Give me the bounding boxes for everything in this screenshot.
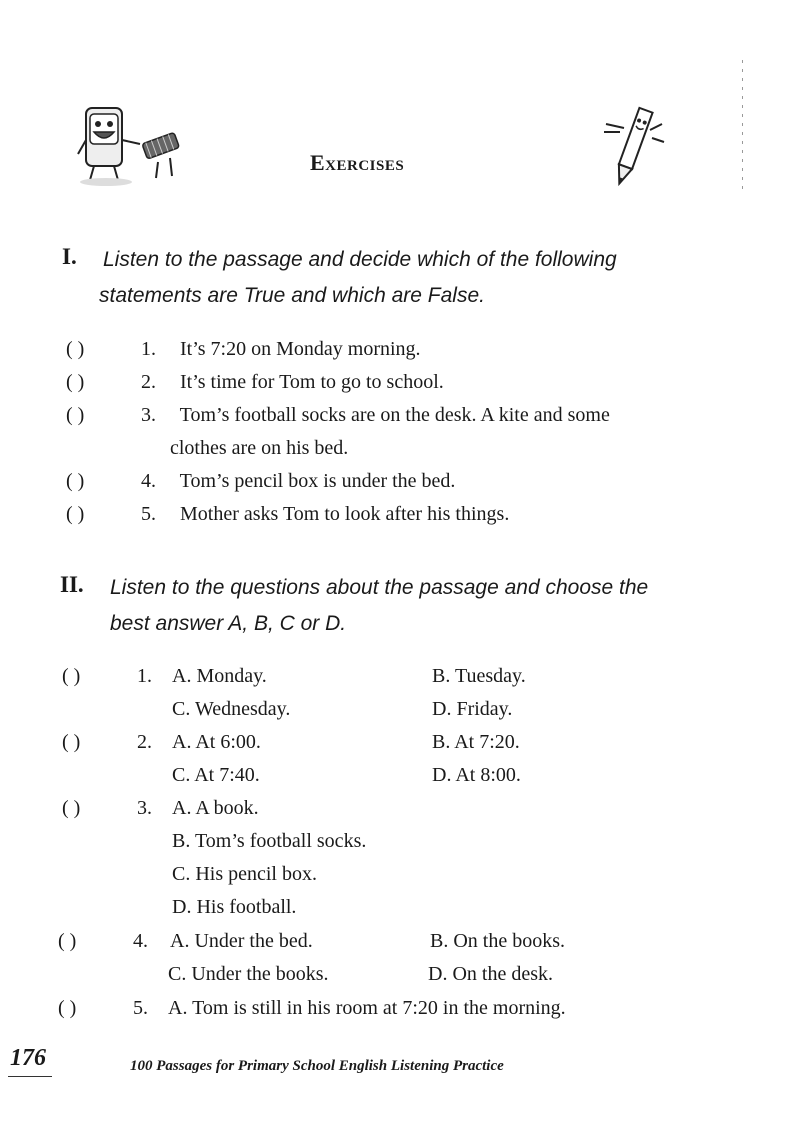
mc-question-4 xyxy=(58,930,171,953)
option-b: B. On the books. xyxy=(430,930,565,952)
answer-blank[interactable]: ( ) xyxy=(62,665,81,687)
answer-blank[interactable]: ( ) xyxy=(66,503,85,525)
answer-blank[interactable]: ( ) xyxy=(62,731,81,753)
section-1-instruction-line2: statements are True and which are False. xyxy=(99,284,485,307)
tf-item-4 xyxy=(66,470,455,493)
pencil-icon xyxy=(598,98,668,194)
tf-item-3 xyxy=(66,404,610,427)
option-a: A. At 6:00. xyxy=(172,731,261,753)
option-a: A. A book. xyxy=(172,797,259,819)
mc-question-2 xyxy=(62,731,175,754)
question-number: 1. xyxy=(137,665,152,687)
scan-edge-mark xyxy=(742,60,743,190)
mc-question-3 xyxy=(62,797,175,820)
option-c: C. At 7:40. xyxy=(172,764,260,786)
item-number: 3. xyxy=(141,404,156,426)
mc-question-5 xyxy=(58,997,171,1020)
section-1-instruction-line1: Listen to the passage and decide which of the following xyxy=(103,248,617,271)
item-number: 1. xyxy=(141,338,156,360)
option-c: C. Under the books. xyxy=(168,963,329,985)
tf-item-2 xyxy=(66,371,444,394)
section-2-instruction-line1: Listen to the questions about the passage and choose the xyxy=(110,576,649,599)
option-d: D. At 8:00. xyxy=(432,764,521,786)
item-number: 2. xyxy=(141,371,156,393)
answer-blank[interactable]: ( ) xyxy=(62,797,81,819)
section-1-number: I. xyxy=(62,244,77,269)
option-d: D. His football. xyxy=(172,896,297,918)
page-number-underline xyxy=(8,1076,52,1077)
item-text: Tom’s football socks are on the desk. A kite and some xyxy=(179,404,610,426)
option-b: B. Tom’s football socks. xyxy=(172,830,367,852)
tf-item-1 xyxy=(66,338,421,361)
tf-item-5 xyxy=(66,503,509,526)
option-a: A. Tom is still in his room at 7:20 in the morning. xyxy=(168,997,566,1019)
option-b: B. Tuesday. xyxy=(432,665,526,687)
tf-item-3-continued: clothes are on his bed. xyxy=(170,437,349,459)
question-number: 3. xyxy=(137,797,152,819)
section-2-instruction-line2: best answer A, B, C or D. xyxy=(110,612,347,635)
answer-blank[interactable]: ( ) xyxy=(66,404,85,426)
option-c: C. Wednesday. xyxy=(172,698,291,720)
item-text: Tom’s pencil box is under the bed. xyxy=(179,470,456,492)
option-b: B. At 7:20. xyxy=(432,731,520,753)
question-number: 4. xyxy=(133,930,148,952)
question-number: 5. xyxy=(133,997,148,1019)
book-title-footer: 100 Passages for Primary School English Listening Practice xyxy=(130,1058,504,1074)
item-text: It’s time for Tom to go to school. xyxy=(180,371,444,393)
question-number: 2. xyxy=(137,731,152,753)
option-d: D. On the desk. xyxy=(428,963,553,985)
page-number: 176 xyxy=(10,1045,46,1071)
answer-blank[interactable]: ( ) xyxy=(58,930,77,952)
item-text: Mother asks Tom to look after his things. xyxy=(180,503,510,525)
answer-blank[interactable]: ( ) xyxy=(58,997,77,1019)
option-a: A. Monday. xyxy=(172,665,267,687)
option-d: D. Friday. xyxy=(432,698,513,720)
section-1-instruction xyxy=(99,242,617,314)
item-number: 5. xyxy=(141,503,156,525)
mc-question-1 xyxy=(62,665,175,688)
section-2-instruction xyxy=(110,570,648,642)
answer-blank[interactable]: ( ) xyxy=(66,470,85,492)
option-a: A. Under the bed. xyxy=(170,930,313,952)
answer-blank[interactable]: ( ) xyxy=(66,371,85,393)
cartoon-character-icon xyxy=(76,100,196,190)
answer-blank[interactable]: ( ) xyxy=(66,338,85,360)
item-text: It’s 7:20 on Monday morning. xyxy=(180,338,421,360)
section-2-number: II. xyxy=(60,572,84,597)
page-title: Exercises xyxy=(310,150,405,175)
option-c: C. His pencil box. xyxy=(172,863,317,885)
item-number: 4. xyxy=(141,470,156,492)
